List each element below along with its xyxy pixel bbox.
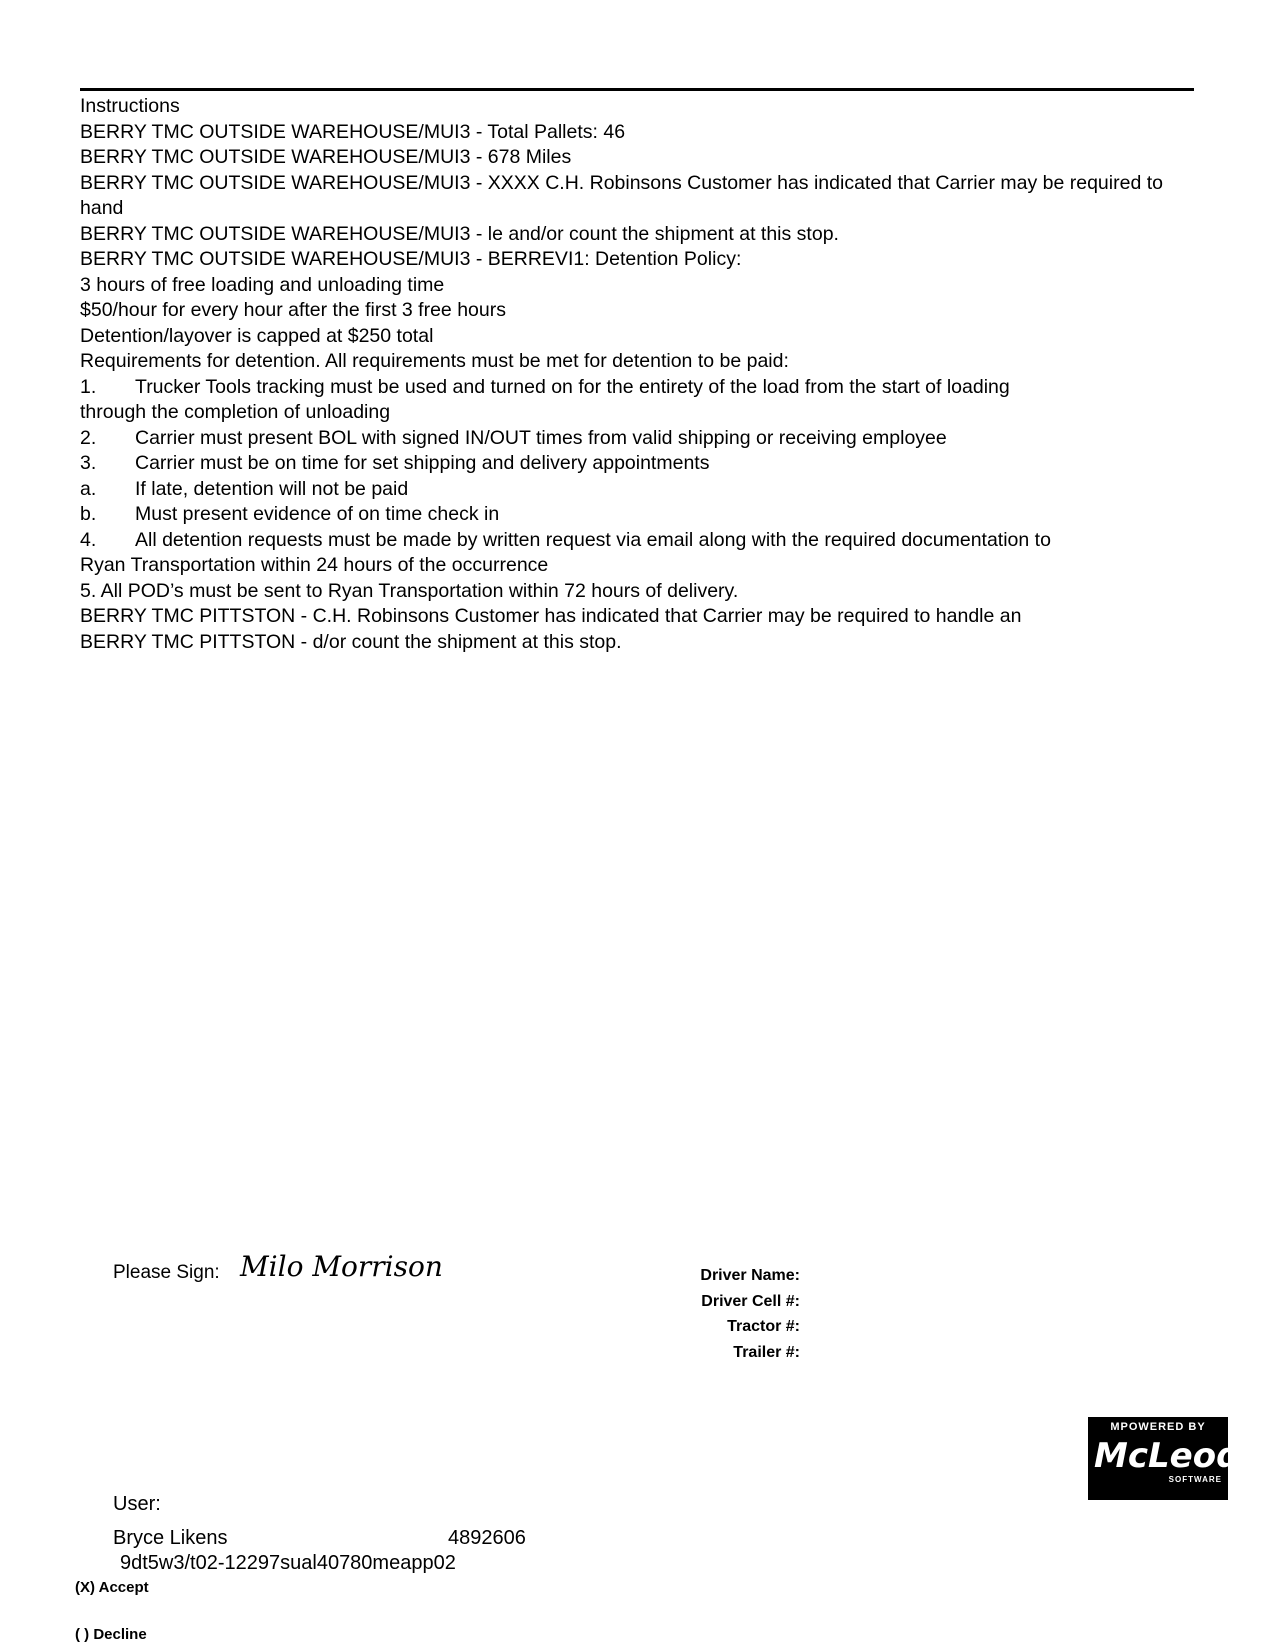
instruction-line: $50/hour for every hour after the first 3 free hours — [80, 299, 506, 321]
requirement-text: Must present evidence of on time check in — [135, 503, 500, 525]
requirement-continuation: through the completion of unloading — [80, 401, 391, 423]
user-id: 4892606 — [448, 1527, 526, 1549]
driver-name-label: Driver Name: — [700, 1267, 800, 1284]
instructions-heading: Instructions — [80, 95, 180, 117]
instruction-line: Detention/layover is capped at $250 total — [80, 324, 434, 347]
instruction-line: 5. All POD’s must be sent to Ryan Transportation within 72 hours of delivery. — [80, 579, 739, 602]
requirement-text: All detention requests must be made by written request via email along with the required documentation to — [135, 528, 1051, 551]
requirement-number: 2. — [80, 426, 97, 449]
instruction-line: BERRY TMC OUTSIDE WAREHOUSE/MUI3 - Total Pallets: 46 — [80, 120, 626, 143]
instruction-line: Requirements for detention. All requirements must be met for detention to be paid: — [80, 350, 789, 372]
accept-option[interactable]: (X) Accept — [75, 1579, 149, 1596]
requirement-text: Trucker Tools tracking must be used and turned on for the entirety of the load from the start of loading — [135, 375, 1010, 398]
logo-brand: McLeod — [1094, 1436, 1241, 1476]
logo-subtitle: SOFTWARE — [1168, 1475, 1222, 1484]
top-rule — [80, 88, 1194, 91]
decline-option[interactable]: ( ) Decline — [75, 1626, 147, 1643]
user-meta: 9dt5w3/t02-12297sual40780meapp02 — [120, 1552, 456, 1574]
requirement-number: 1. — [80, 375, 97, 398]
requirement-number: b. — [80, 503, 97, 525]
instruction-line: BERRY TMC OUTSIDE WAREHOUSE/MUI3 - le and/or count the shipment at this stop. — [80, 222, 839, 245]
requirement-item — [80, 426, 1194, 452]
requirement-item — [80, 477, 1194, 503]
instruction-line: 3 hours of free loading and unloading time — [80, 273, 445, 296]
driver-info — [700, 1263, 800, 1365]
signature-label: Please Sign: — [113, 1262, 220, 1283]
requirement-number: 4. — [80, 528, 97, 551]
requirement-text: Carrier must be on time for set shipping and delivery appointments — [135, 452, 710, 474]
requirement-text: Carrier must present BOL with signed IN/OUT times from valid shipping or receiving employee — [135, 426, 947, 449]
instruction-line: BERRY TMC PITTSTON - C.H. Robinsons Customer has indicated that Carrier may be required to handle an — [80, 605, 1022, 627]
requirement-number: a. — [80, 477, 97, 500]
instruction-line: BERRY TMC OUTSIDE WAREHOUSE/MUI3 - 678 Miles — [80, 146, 572, 168]
driver-cell-label: Driver Cell #: — [701, 1292, 800, 1310]
requirement-item — [80, 375, 1194, 401]
instructions-block — [80, 94, 1194, 655]
trailer-label: Trailer #: — [733, 1343, 800, 1361]
instruction-line: BERRY TMC OUTSIDE WAREHOUSE/MUI3 - BERREVI1: Detention Policy: — [80, 248, 742, 270]
user-name: Bryce Likens — [113, 1527, 228, 1549]
requirement-item — [80, 502, 1194, 528]
mcleod-logo — [1088, 1417, 1241, 1500]
signature: Milo Morrison — [240, 1250, 443, 1283]
requirement-text: If late, detention will not be paid — [135, 477, 409, 500]
logo-tagline: MPOWERED BY — [1110, 1421, 1206, 1433]
requirement-number: 3. — [80, 452, 97, 474]
instruction-line: BERRY TMC OUTSIDE WAREHOUSE/MUI3 - XXXX C.H. Robinsons Customer has indicated that Carrier may be required to hand — [80, 171, 1169, 219]
requirement-item — [80, 451, 1194, 477]
user-label: User: — [113, 1493, 161, 1515]
instruction-line: BERRY TMC PITTSTON - d/or count the shipment at this stop. — [80, 630, 622, 653]
requirement-item — [80, 528, 1194, 554]
tractor-label: Tractor #: — [727, 1318, 800, 1335]
requirement-continuation: Ryan Transportation within 24 hours of the occurrence — [80, 554, 549, 576]
